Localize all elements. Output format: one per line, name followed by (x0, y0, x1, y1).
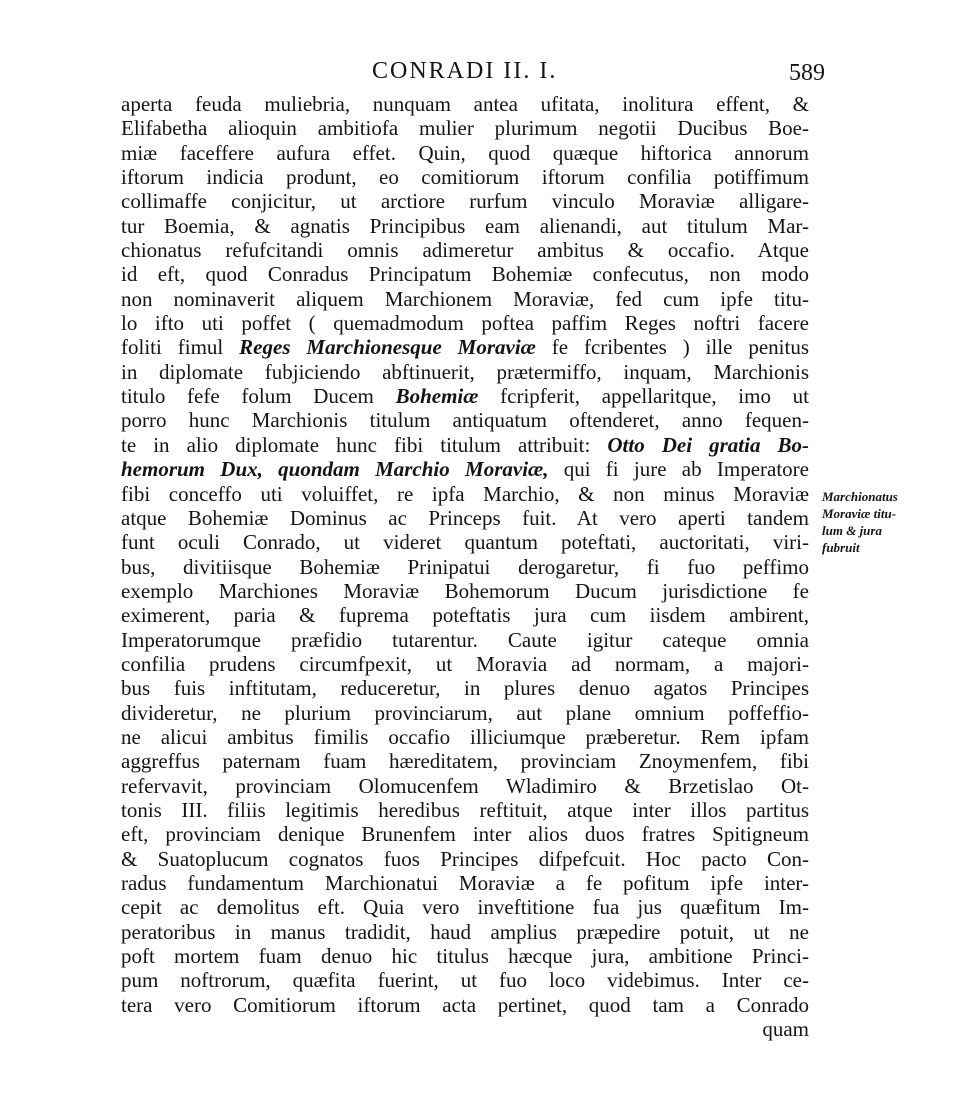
text-line (121, 360, 809, 384)
text-line (121, 895, 809, 919)
text-line (121, 116, 809, 140)
text-line (121, 141, 809, 165)
text-run: peratoribus in manus tradidit, haud amplius præpedire potuit, ut ne (121, 919, 809, 944)
text-run: Imperatorumque præfidio tutarentur. Caute igitur cateque omnia (121, 627, 809, 652)
italic-phrase: Bohemiæ (395, 384, 479, 409)
text-line (121, 287, 809, 311)
text-line (121, 384, 809, 408)
text-run: aggreffus paternam fuam hæreditatem, provinciam Znoymenfem, fibi (121, 749, 809, 774)
text-run: poft mortem fuam denuo hic titulus hæcque jura, ambitione Princi- (121, 944, 809, 969)
text-line (121, 579, 809, 603)
running-title: CONRADI II. I. (372, 58, 558, 84)
text-run: cepit ac demolitus eft. Quia vero inveftitione fua jus quæfitum Im- (121, 895, 809, 920)
text-line (121, 433, 809, 457)
text-run: funt oculi Conrado, ut videret quantum poteftati, auctoritati, viri- (121, 530, 809, 555)
text-line (121, 920, 809, 944)
text-line (121, 652, 809, 676)
text-run: bus fuis inftitutam, reduceretur, in plures denuo agatos Principes (121, 676, 809, 701)
text-line (121, 311, 809, 335)
text-run: tonis III. filiis legitimis heredibus reftituit, atque inter illos partitus (121, 797, 809, 822)
text-run: radus fundamentum Marchionatui Moraviæ a fe pofitum ipfe inter- (121, 871, 809, 895)
running-head (0, 58, 960, 92)
text-run: divideretur, ne plurium provinciarum, aut plane omnium poffeffio- (121, 700, 809, 725)
text-run: fibi conceffo uti voluiffet, re ipfa Marchio, & non minus Moraviæ (121, 481, 809, 506)
text-run: miæ faceffere aufura effet. Quin, quod quæque hiftorica annorum (121, 140, 809, 165)
italic-phrase: Reges Marchionesque Moraviæ (239, 335, 536, 360)
text-line (121, 798, 809, 822)
text-line (121, 189, 809, 213)
text-line (121, 676, 809, 700)
text-run: fe fcribentes ) ille penitus (535, 335, 809, 360)
italic-phrase: hemorum Dux, quondam Marchio Moraviæ, (121, 457, 549, 482)
text-line (121, 871, 809, 895)
margin-note-line: Marchionatus (822, 489, 898, 504)
text-run: Elifabetha alioquin ambitiofa mulier plurimum negotii Ducibus Boe- (121, 116, 809, 141)
text-line (121, 408, 809, 432)
text-line (121, 457, 809, 481)
text-run: te in alio diplomate hunc fibi titulum attribuit: (121, 432, 608, 457)
text-line (121, 1017, 809, 1041)
text-run: quam (762, 1017, 809, 1042)
italic-phrase: Otto Dei gratia Bo- (607, 432, 809, 457)
text-line (121, 238, 809, 262)
body-text (121, 92, 809, 1041)
text-run: chionatus refufcitandi omnis adimeretur ambitus & occafio. Atque (121, 238, 809, 263)
text-run: refervavit, provinciam Olomucenfem Wladimiro & Brzetislao Ot- (121, 773, 809, 798)
text-line (121, 774, 809, 798)
text-line (121, 482, 809, 506)
page-number: 589 (789, 60, 825, 86)
text-line (121, 944, 809, 968)
text-run: aperta feuda muliebria, nunquam antea ufitata, inolitura effent, & (121, 92, 809, 116)
text-run: eximerent, paria & fuprema poteftatis jura cum iisdem ambirent, (121, 603, 809, 628)
text-line (121, 335, 809, 359)
text-run: non nominaverit aliquem Marchionem Moraviæ, fed cum ipfe titu- (121, 286, 809, 311)
margin-note-line: fubruit (822, 540, 860, 555)
text-line (121, 555, 809, 579)
text-line (121, 92, 809, 116)
margin-note (822, 488, 952, 556)
text-run: fcripferit, appellaritque, imo ut (478, 384, 809, 409)
text-run: in diplomate fubjiciendo abftinuerit, prætermiffo, inquam, Marchionis (121, 359, 809, 384)
text-run: collimaffe conjicitur, ut arctiore rurfum vinculo Moraviæ alligare- (121, 189, 809, 214)
text-run: bus, divitiisque Bohemiæ Prinipatui derogaretur, fi fuo peffimo (121, 554, 809, 579)
text-line (121, 968, 809, 992)
text-run: pum noftrorum, quæfita fuerint, ut fuo loco videbimus. Inter ce- (121, 968, 809, 993)
text-run: lo ifto uti poffet ( quemadmodum poftea paffim Reges noftri facere (121, 311, 809, 336)
text-line (121, 262, 809, 286)
text-line (121, 701, 809, 725)
text-run: id eft, quod Conradus Principatum Bohemiæ confecutus, non modo (121, 262, 809, 287)
text-run: tur Boemia, & agnatis Principibus eam alienandi, aut titulum Mar- (121, 213, 809, 238)
text-run: ne alicui ambitus fimilis occafio illiciumque præberetur. Rem ipfam (121, 724, 809, 749)
text-run: & Suatoplucum cognatos fuos Principes difpefcuit. Hoc pacto Con- (121, 846, 809, 871)
text-run: iftorum indicia produnt, eo comitiorum iftorum confilia potiffimum (121, 165, 809, 190)
text-line (121, 214, 809, 238)
text-line (121, 847, 809, 871)
text-run: titulo fefe folum Ducem (121, 384, 396, 409)
text-line (121, 506, 809, 530)
text-run: atque Bohemiæ Dominus ac Princeps fuit. At vero aperti tandem (121, 505, 809, 530)
text-run: eft, provinciam denique Brunenfem inter alios duos fratres Spitigneum (121, 822, 809, 847)
text-run: exemplo Marchiones Moraviæ Bohemorum Ducum jurisdictione fe (121, 578, 809, 603)
text-line (121, 603, 809, 627)
text-run: confilia prudens circumfpexit, ut Moravia ad normam, a majori- (121, 651, 809, 676)
text-run: tera vero Comitiorum iftorum acta pertinet, quod tam a Conrado (121, 992, 809, 1017)
text-line (121, 822, 809, 846)
text-line (121, 628, 809, 652)
text-run: foliti fimul (121, 335, 240, 360)
text-line (121, 993, 809, 1017)
text-line (121, 530, 809, 554)
text-line (121, 165, 809, 189)
text-run: porro hunc Marchionis titulum antiquatum oftenderet, anno fequen- (121, 408, 809, 433)
text-run: qui fi jure ab Imperatore (548, 457, 809, 482)
margin-note-line: lum & jura (822, 523, 882, 538)
text-line (121, 725, 809, 749)
margin-note-line: Moraviæ titu- (822, 506, 897, 521)
text-line (121, 749, 809, 773)
